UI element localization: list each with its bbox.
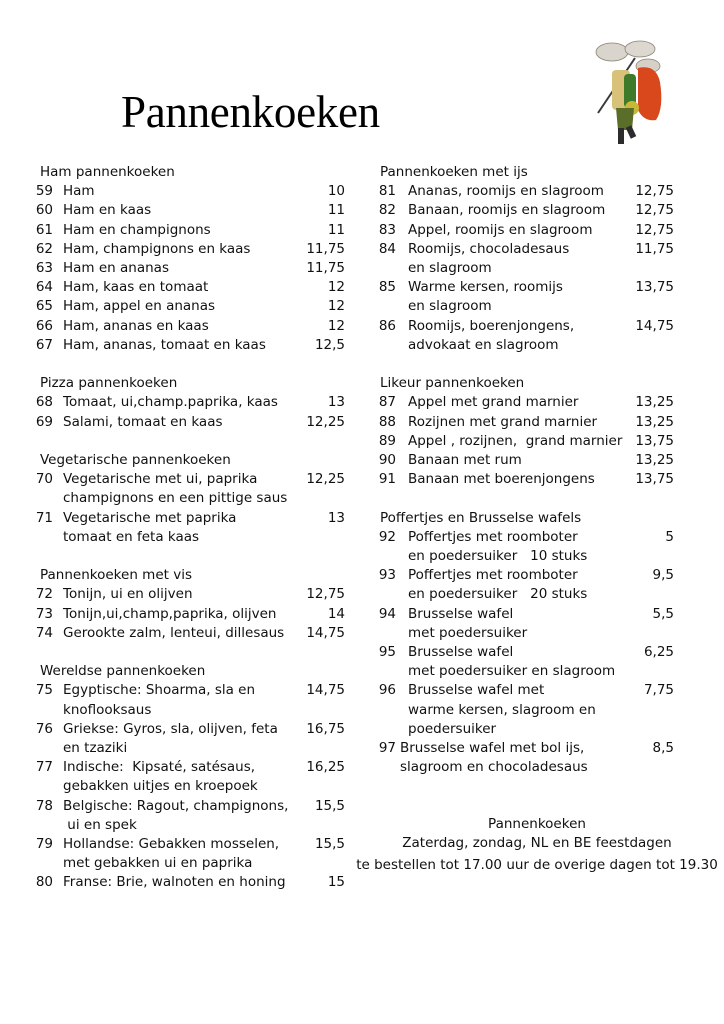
item-description — [33, 470, 345, 508]
item-price: 12,75 — [635, 221, 674, 238]
item-number: 86 — [378, 317, 396, 334]
item-description — [378, 317, 674, 355]
menu-item — [33, 585, 345, 604]
item-price: 7,75 — [643, 682, 674, 699]
menu-item — [33, 317, 345, 336]
item-number: 80 — [35, 874, 53, 891]
item-description — [33, 240, 345, 259]
description-line: Vegetarische met paprika — [63, 509, 237, 526]
description-line: gebakken uitjes en kroepoek — [63, 778, 258, 795]
item-description — [378, 413, 674, 432]
description-line: Appel , rozijnen, grand marnier — [408, 432, 623, 449]
description-line: tomaat en feta kaas — [63, 528, 200, 545]
menu-section — [378, 509, 674, 778]
menu-item — [378, 182, 674, 201]
menu-item — [33, 605, 345, 624]
item-price: 13 — [327, 509, 345, 526]
description-line: Indische: Kipsaté, satésaus, — [63, 759, 256, 776]
item-price: 14,75 — [306, 682, 345, 699]
menu-item — [33, 873, 345, 892]
page-title: Pannenkoeken — [121, 87, 380, 137]
item-price: 5 — [665, 528, 674, 545]
item-price: 11 — [327, 221, 345, 238]
item-number: 97 — [378, 740, 396, 757]
menu-item — [33, 509, 345, 547]
item-number: 96 — [378, 682, 396, 699]
section-title: Pannenkoeken met ijs — [380, 164, 528, 180]
description-line: Ananas, roomijs en slagroom — [408, 183, 604, 200]
menu-section — [33, 374, 345, 432]
item-price: 10 — [327, 183, 345, 200]
item-description — [33, 317, 345, 336]
description-line: warme kersen, slagroom en — [408, 701, 596, 718]
description-line: Tonijn, ui en olijven — [63, 586, 193, 603]
item-description — [33, 835, 345, 873]
item-number: 77 — [35, 759, 53, 776]
description-line: Tomaat, ui,champ.paprika, kaas — [63, 394, 278, 411]
item-price: 12,75 — [306, 586, 345, 603]
item-price: 9,5 — [652, 567, 674, 584]
item-description — [378, 739, 674, 777]
item-number: 89 — [378, 432, 396, 449]
item-number: 90 — [378, 452, 396, 468]
description-line: Banaan, roomijs en slagroom — [408, 202, 606, 219]
section-spacer — [33, 547, 345, 566]
description-line: Ham en champignons — [63, 221, 211, 238]
menu-item — [378, 278, 674, 316]
description-line: Brusselse wafel met bol ijs, — [400, 740, 585, 757]
menu-item — [33, 624, 345, 643]
item-price: 12 — [327, 317, 345, 334]
item-price: 11,75 — [306, 260, 345, 276]
description-line: Banaan met boerenjongens — [408, 471, 595, 488]
menu-item — [378, 739, 674, 777]
description-line: Tonijn,ui,champ,paprika, olijven — [63, 605, 277, 622]
menu-item — [378, 643, 674, 681]
description-line: Ham, ananas en kaas — [63, 317, 209, 334]
item-number: 73 — [35, 605, 53, 622]
item-description — [378, 393, 674, 412]
menu-item — [378, 528, 674, 566]
menu-item — [33, 201, 345, 220]
item-number: 78 — [35, 797, 53, 814]
menu-item — [378, 221, 674, 240]
section-title: Wereldse pannenkoeken — [40, 663, 206, 680]
description-line: slagroom en chocoladesaus — [400, 759, 588, 776]
item-description — [378, 566, 674, 604]
menu-section — [378, 163, 674, 355]
menu-item — [33, 835, 345, 873]
description-line: Ham, ananas, tomaat en kaas — [63, 336, 266, 353]
section-title: Likeur pannenkoeken — [380, 375, 525, 392]
item-number: 83 — [378, 221, 396, 238]
menu-item — [378, 432, 674, 451]
item-price: 16,75 — [306, 720, 345, 737]
menu-item — [33, 278, 345, 297]
item-price: 16,25 — [306, 759, 345, 776]
item-number: 74 — [35, 624, 53, 641]
description-line: Ham — [63, 183, 95, 200]
item-description — [378, 681, 674, 739]
item-number: 59 — [35, 183, 53, 200]
item-description — [378, 240, 674, 278]
description-line: Brusselse wafel — [408, 605, 514, 622]
item-price: 12 — [327, 298, 345, 315]
description-line: Ham en kaas — [63, 202, 152, 219]
menu-item — [33, 336, 345, 355]
item-description — [378, 278, 674, 316]
description-line: Griekse: Gyros, sla, olijven, feta — [63, 720, 278, 737]
item-description — [33, 585, 345, 604]
item-price: 15 — [327, 874, 345, 891]
item-number: 79 — [35, 835, 53, 852]
footer-order-times: te bestellen tot 17.00 uur de overige dagen tot 19.30 — [356, 857, 718, 873]
item-number: 94 — [378, 605, 396, 622]
section-spacer — [33, 355, 345, 374]
item-price: 12,75 — [635, 202, 674, 219]
menu-item — [33, 393, 345, 412]
item-price: 6,25 — [643, 644, 674, 660]
item-number: 70 — [35, 471, 53, 488]
menu-item — [378, 451, 674, 470]
description-line: Roomijs, chocoladesaus — [408, 240, 570, 257]
menu-section — [378, 374, 674, 489]
item-number: 88 — [378, 413, 396, 430]
item-price: 12,5 — [314, 336, 345, 353]
description-line: ui en spek — [63, 816, 137, 833]
menu-item — [33, 470, 345, 508]
section-spacer — [33, 432, 345, 451]
item-description — [33, 681, 345, 719]
item-description — [33, 797, 345, 835]
item-description — [33, 758, 345, 796]
item-price: 14,75 — [635, 317, 674, 334]
item-number: 68 — [35, 394, 53, 411]
item-description — [33, 259, 345, 278]
section-title: Ham pannenkoeken — [40, 164, 175, 180]
description-line: met gebakken ui en paprika — [63, 855, 253, 872]
description-line: en slagroom — [408, 298, 492, 315]
item-price: 12,25 — [306, 471, 345, 488]
description-line: Poffertjes met roomboter — [408, 567, 578, 584]
item-number: 95 — [378, 644, 396, 660]
item-price: 13,75 — [635, 279, 674, 296]
right-menu-column — [378, 163, 674, 777]
pancake-man-illustration-icon — [590, 38, 680, 150]
footer-heading: Pannenkoeken — [488, 816, 586, 832]
item-number: 72 — [35, 586, 53, 603]
footer-days: Zaterdag, zondag, NL en BE feestdagen — [402, 835, 672, 851]
item-number: 64 — [35, 279, 53, 296]
menu-item — [378, 605, 674, 643]
item-price: 13 — [327, 394, 345, 411]
item-number: 65 — [35, 298, 53, 315]
section-title: Poffertjes en Brusselse wafels — [380, 509, 582, 526]
description-line: Belgische: Ragout, champignons, — [63, 797, 289, 814]
description-line: champignons en een pittige saus — [63, 490, 288, 507]
menu-item — [33, 797, 345, 835]
menu-item — [33, 720, 345, 758]
item-description — [33, 509, 345, 547]
item-number: 82 — [378, 202, 396, 219]
menu-item — [33, 182, 345, 201]
description-line: Brusselse wafel met — [408, 682, 545, 699]
item-price: 11,75 — [635, 240, 674, 257]
menu-item — [378, 393, 674, 412]
section-spacer — [378, 355, 674, 374]
description-line: Rozijnen met grand marnier — [408, 413, 598, 430]
menu-item — [33, 758, 345, 796]
item-description — [378, 470, 674, 489]
description-line: Egyptische: Shoarma, sla en — [63, 682, 256, 699]
menu-item — [33, 681, 345, 719]
item-number: 63 — [35, 260, 53, 276]
description-line: advokaat en slagroom — [408, 336, 559, 353]
menu-section — [33, 451, 345, 547]
description-line: Gerookte zalm, lenteui, dillesaus — [63, 624, 285, 641]
section-spacer — [33, 643, 345, 662]
item-number: 92 — [378, 528, 396, 545]
item-description — [33, 413, 345, 432]
description-line: Appel, roomijs en slagroom — [408, 221, 593, 238]
item-price: 11,75 — [306, 240, 345, 257]
item-price: 13,75 — [635, 471, 674, 488]
section-spacer — [378, 489, 674, 508]
description-line: en poedersuiker 10 stuks — [408, 547, 588, 564]
item-price: 13,75 — [635, 432, 674, 449]
item-description — [33, 297, 345, 316]
item-description — [378, 182, 674, 201]
item-price: 15,5 — [314, 797, 345, 814]
item-price: 13,25 — [635, 413, 674, 430]
item-price: 14,75 — [306, 624, 345, 641]
menu-item — [33, 240, 345, 259]
menu-section — [33, 163, 345, 355]
description-line: poedersuiker — [408, 720, 497, 737]
description-line: Hollandse: Gebakken mosselen, — [63, 835, 280, 852]
description-line: Ham, kaas en tomaat — [63, 279, 209, 296]
item-number: 84 — [378, 240, 396, 257]
description-line: met poedersuiker en slagroom — [408, 663, 616, 680]
item-number: 93 — [378, 567, 396, 584]
description-line: Ham en ananas — [63, 260, 169, 276]
section-title: Pannenkoeken met vis — [40, 567, 192, 584]
item-description — [33, 278, 345, 297]
description-line: Brusselse wafel — [408, 644, 514, 660]
menu-item — [378, 470, 674, 489]
item-number: 91 — [378, 471, 396, 488]
item-number: 60 — [35, 202, 53, 219]
item-price: 13,25 — [635, 394, 674, 411]
description-line: Warme kersen, roomijs — [408, 279, 563, 296]
menu-item — [378, 317, 674, 355]
menu-item — [33, 221, 345, 240]
item-description — [33, 182, 345, 201]
menu-item — [378, 566, 674, 604]
item-description — [33, 336, 345, 355]
item-price: 12,25 — [306, 413, 345, 430]
item-description — [378, 201, 674, 220]
description-line: Roomijs, boerenjongens, — [408, 317, 575, 334]
description-line: met poedersuiker — [408, 624, 528, 641]
item-description — [378, 605, 674, 643]
item-number: 81 — [378, 183, 396, 200]
item-description — [378, 221, 674, 240]
item-description — [378, 528, 674, 566]
section-title: Pizza pannenkoeken — [40, 375, 178, 392]
item-description — [33, 624, 345, 643]
menu-item — [33, 413, 345, 432]
item-price: 5,5 — [652, 605, 674, 622]
item-number: 66 — [35, 317, 53, 334]
menu-item — [378, 413, 674, 432]
item-number: 85 — [378, 279, 396, 296]
description-line: knoflooksaus — [63, 701, 152, 718]
item-price: 15,5 — [314, 835, 345, 852]
item-description — [33, 393, 345, 412]
item-price: 8,5 — [652, 740, 674, 757]
description-line: Ham, champignons en kaas — [63, 240, 251, 257]
item-number: 61 — [35, 221, 53, 238]
description-line: Franse: Brie, walnoten en honing — [63, 874, 286, 891]
ordering-info — [350, 815, 724, 875]
item-description — [378, 432, 674, 451]
description-line: Banaan met rum — [408, 452, 522, 468]
menu-item — [378, 201, 674, 220]
item-number: 87 — [378, 394, 396, 411]
description-line: Salami, tomaat en kaas — [63, 413, 223, 430]
menu-item — [33, 297, 345, 316]
item-price: 12 — [327, 279, 345, 296]
menu-item — [378, 681, 674, 739]
description-line: Poffertjes met roomboter — [408, 528, 578, 545]
item-description — [378, 451, 674, 470]
item-number: 75 — [35, 682, 53, 699]
menu-item — [33, 259, 345, 278]
item-description — [33, 201, 345, 220]
item-number: 76 — [35, 720, 53, 737]
item-number: 71 — [35, 509, 53, 526]
left-menu-column — [33, 163, 345, 893]
menu-section — [33, 662, 345, 892]
menu-section — [33, 566, 345, 643]
item-price: 11 — [327, 202, 345, 219]
item-price: 12,75 — [635, 183, 674, 200]
item-price: 14 — [327, 605, 345, 622]
item-description — [33, 605, 345, 624]
description-line: Vegetarische met ui, paprika — [63, 471, 258, 488]
description-line: en tzaziki — [63, 739, 128, 756]
item-number: 67 — [35, 336, 53, 353]
menu-item — [378, 240, 674, 278]
section-title: Vegetarische pannenkoeken — [40, 451, 231, 468]
description-line: en slagroom — [408, 260, 492, 276]
item-description — [378, 643, 674, 681]
item-description — [33, 720, 345, 758]
item-price: 13,25 — [635, 452, 674, 468]
description-line: Appel met grand marnier — [408, 394, 579, 411]
item-number: 62 — [35, 240, 53, 257]
item-number: 69 — [35, 413, 53, 430]
description-line: en poedersuiker 20 stuks — [408, 586, 588, 603]
item-description — [33, 873, 345, 892]
item-description — [33, 221, 345, 240]
description-line: Ham, appel en ananas — [63, 298, 216, 315]
